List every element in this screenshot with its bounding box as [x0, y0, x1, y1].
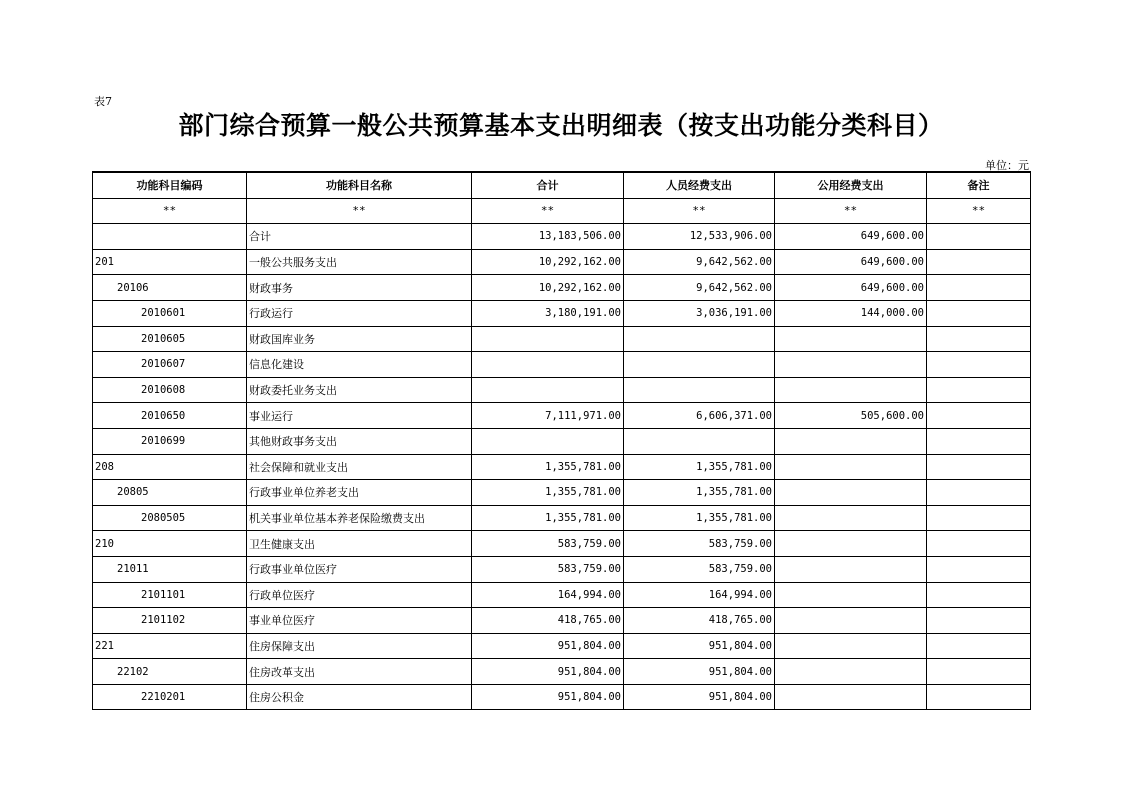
cell-personnel [624, 428, 775, 454]
budget-table [92, 171, 1031, 710]
cell-public: 144,000.00 [775, 300, 927, 326]
cell-personnel: 12,533,906.00 [624, 224, 775, 250]
cell-code: 2101101 [93, 582, 247, 608]
cell-note [927, 249, 1031, 275]
cell-total: 1,355,781.00 [472, 480, 624, 506]
cell-note [927, 608, 1031, 634]
cell-personnel: 1,355,781.00 [624, 480, 775, 506]
cell-name: 合计 [247, 224, 472, 250]
cell-public [775, 659, 927, 685]
column-header-total: 合计 [472, 172, 624, 198]
cell-public [775, 480, 927, 506]
cell-code: 2010605 [93, 326, 247, 352]
cell-total [472, 428, 624, 454]
table-row [93, 275, 1031, 301]
cell-note [927, 377, 1031, 403]
cell-public: 505,600.00 [775, 403, 927, 429]
cell-total: 164,994.00 [472, 582, 624, 608]
cell-public: 649,600.00 [775, 275, 927, 301]
cell-note [927, 352, 1031, 378]
cell-code: 201 [93, 249, 247, 275]
cell-public: 649,600.00 [775, 224, 927, 250]
cell-personnel [624, 326, 775, 352]
cell-total: 3,180,191.00 [472, 300, 624, 326]
cell-total: 951,804.00 [472, 659, 624, 685]
table-row [93, 480, 1031, 506]
cell-note [927, 403, 1031, 429]
cell-public [775, 684, 927, 710]
column-header-personnel: 人员经费支出 [624, 172, 775, 198]
cell-personnel [624, 352, 775, 378]
cell-code: 221 [93, 633, 247, 659]
cell-code: 2010650 [93, 403, 247, 429]
cell-note [927, 633, 1031, 659]
table-row [93, 633, 1031, 659]
cell-note [927, 480, 1031, 506]
table-row [93, 454, 1031, 480]
cell-total: 7,111,971.00 [472, 403, 624, 429]
table-row [93, 249, 1031, 275]
cell-total [472, 377, 624, 403]
cell-name: 卫生健康支出 [247, 531, 472, 557]
table-row [93, 608, 1031, 634]
cell-note [927, 224, 1031, 250]
cell-public [775, 326, 927, 352]
cell-public [775, 505, 927, 531]
marker-cell: ** [472, 198, 624, 224]
cell-code: 21011 [93, 556, 247, 582]
cell-name: 财政委托业务支出 [247, 377, 472, 403]
cell-note [927, 454, 1031, 480]
column-header-code: 功能科目编码 [93, 172, 247, 198]
cell-code: 22102 [93, 659, 247, 685]
cell-code: 2101102 [93, 608, 247, 634]
cell-note [927, 531, 1031, 557]
cell-name: 一般公共服务支出 [247, 249, 472, 275]
cell-public [775, 582, 927, 608]
cell-total: 1,355,781.00 [472, 505, 624, 531]
table-row [93, 326, 1031, 352]
cell-note [927, 505, 1031, 531]
cell-name: 其他财政事务支出 [247, 428, 472, 454]
cell-name: 事业单位医疗 [247, 608, 472, 634]
cell-personnel: 583,759.00 [624, 531, 775, 557]
cell-name: 住房保障支出 [247, 633, 472, 659]
cell-total: 10,292,162.00 [472, 275, 624, 301]
table-row [93, 352, 1031, 378]
cell-total [472, 326, 624, 352]
cell-personnel: 951,804.00 [624, 684, 775, 710]
header-row [93, 172, 1031, 198]
table-row [93, 531, 1031, 557]
marker-cell: ** [624, 198, 775, 224]
cell-public [775, 454, 927, 480]
cell-note [927, 684, 1031, 710]
cell-personnel: 6,606,371.00 [624, 403, 775, 429]
cell-name: 信息化建设 [247, 352, 472, 378]
cell-note [927, 582, 1031, 608]
cell-public [775, 428, 927, 454]
cell-public [775, 556, 927, 582]
cell-code: 2080505 [93, 505, 247, 531]
table-row [93, 556, 1031, 582]
table-row [93, 684, 1031, 710]
table-row [93, 659, 1031, 685]
cell-name: 行政事业单位医疗 [247, 556, 472, 582]
table-row [93, 377, 1031, 403]
cell-total [472, 352, 624, 378]
cell-name: 事业运行 [247, 403, 472, 429]
cell-code: 210 [93, 531, 247, 557]
marker-cell: ** [775, 198, 927, 224]
cell-note [927, 428, 1031, 454]
cell-public [775, 377, 927, 403]
table-body [93, 224, 1031, 710]
marker-cell: ** [93, 198, 247, 224]
cell-personnel: 951,804.00 [624, 633, 775, 659]
table-row [93, 428, 1031, 454]
cell-total: 951,804.00 [472, 633, 624, 659]
marker-cell: ** [927, 198, 1031, 224]
cell-name: 机关事业单位基本养老保险缴费支出 [247, 505, 472, 531]
table-row [93, 582, 1031, 608]
cell-total: 1,355,781.00 [472, 454, 624, 480]
marker-row [93, 198, 1031, 224]
cell-personnel: 9,642,562.00 [624, 275, 775, 301]
page-title: 部门综合预算一般公共预算基本支出明细表（按支出功能分类科目） [178, 111, 944, 140]
cell-note [927, 300, 1031, 326]
cell-name: 财政事务 [247, 275, 472, 301]
cell-code: 2010699 [93, 428, 247, 454]
cell-name: 住房改革支出 [247, 659, 472, 685]
cell-name: 行政单位医疗 [247, 582, 472, 608]
cell-public [775, 352, 927, 378]
cell-total: 13,183,506.00 [472, 224, 624, 250]
cell-code: 2010601 [93, 300, 247, 326]
cell-code: 20805 [93, 480, 247, 506]
table-row [93, 224, 1031, 250]
cell-note [927, 556, 1031, 582]
cell-personnel: 583,759.00 [624, 556, 775, 582]
cell-public [775, 531, 927, 557]
cell-total: 951,804.00 [472, 684, 624, 710]
cell-code: 208 [93, 454, 247, 480]
cell-personnel: 1,355,781.00 [624, 505, 775, 531]
cell-name: 行政运行 [247, 300, 472, 326]
cell-name: 行政事业单位养老支出 [247, 480, 472, 506]
table-row [93, 403, 1031, 429]
table-number: 表7 [94, 95, 112, 108]
cell-personnel: 418,765.00 [624, 608, 775, 634]
column-header-public: 公用经费支出 [775, 172, 927, 198]
cell-note [927, 659, 1031, 685]
table-row [93, 505, 1031, 531]
cell-code: 20106 [93, 275, 247, 301]
cell-public: 649,600.00 [775, 249, 927, 275]
cell-code: 2010607 [93, 352, 247, 378]
column-header-note: 备注 [927, 172, 1031, 198]
table-row [93, 300, 1031, 326]
unit-label: 单位：元 [985, 159, 1029, 172]
cell-code: 2210201 [93, 684, 247, 710]
cell-total: 583,759.00 [472, 531, 624, 557]
marker-cell: ** [247, 198, 472, 224]
cell-name: 住房公积金 [247, 684, 472, 710]
cell-public [775, 608, 927, 634]
cell-code: 2010608 [93, 377, 247, 403]
cell-note [927, 275, 1031, 301]
cell-code [93, 224, 247, 250]
cell-total: 418,765.00 [472, 608, 624, 634]
cell-personnel: 3,036,191.00 [624, 300, 775, 326]
column-header-name: 功能科目名称 [247, 172, 472, 198]
cell-personnel: 1,355,781.00 [624, 454, 775, 480]
cell-personnel: 9,642,562.00 [624, 249, 775, 275]
cell-name: 财政国库业务 [247, 326, 472, 352]
cell-note [927, 326, 1031, 352]
cell-personnel: 164,994.00 [624, 582, 775, 608]
cell-name: 社会保障和就业支出 [247, 454, 472, 480]
cell-personnel [624, 377, 775, 403]
cell-total: 583,759.00 [472, 556, 624, 582]
cell-total: 10,292,162.00 [472, 249, 624, 275]
cell-public [775, 633, 927, 659]
cell-personnel: 951,804.00 [624, 659, 775, 685]
